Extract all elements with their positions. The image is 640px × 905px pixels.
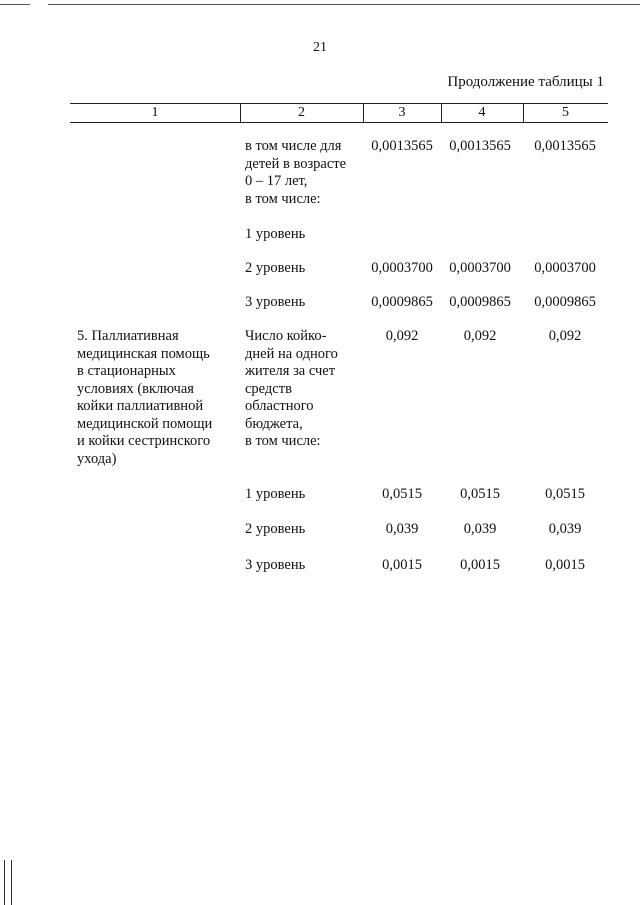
text-line: областного [245,398,314,414]
text-line: ухода) [77,450,117,467]
column-header-3: 3 [398,105,406,120]
column-header-4: 4 [478,105,486,120]
top-edge-rule [48,4,640,5]
indicator-children-text [245,138,363,208]
level-label: 3 уровень [245,557,306,573]
text-line: условиях (включая [77,380,194,397]
text-line: 0 – 17 лет, [245,173,308,189]
text-line: в стационарных [77,363,176,379]
level-label: 3 уровень [245,294,306,310]
value-cell: 0,0015 [382,557,422,573]
value-cell: 0,0015 [545,557,585,573]
text-line: и койки сестринского [77,433,211,449]
value-cell: 0,039 [548,521,582,537]
table-continuation-label: Продолжение таблицы 1 [447,74,604,90]
text-line: медицинской помощи [77,415,213,432]
level-label: 2 уровень [245,260,306,276]
level-label: 1 уровень [245,486,306,502]
indicator-bed-days-text [245,328,363,451]
value-cell: 0,0015 [460,557,500,573]
value-cell: 0,0003700 [534,260,596,276]
value-cell: 0,0515 [382,486,422,502]
text-line: в том числе: [245,433,321,449]
text-line: средств [245,380,292,397]
value-cell: 0,0013565 [534,138,596,154]
value-cell: 0,039 [385,521,419,537]
text-line: бюджета, [245,415,303,432]
text-line: койки паллиативной [77,398,204,414]
value-cell: 0,0515 [460,486,500,502]
value-cell: 0,092 [463,328,497,344]
value-cell: 0,092 [385,328,419,344]
value-cell: 0,0003700 [449,260,511,276]
top-edge-rule [0,4,30,5]
service-name-text [77,328,239,468]
value-cell: 0,0009865 [371,294,433,310]
level-label: 2 уровень [245,521,306,537]
level-label: 1 уровень [245,226,306,242]
value-cell: 0,0013565 [371,138,433,154]
text-line: медицинская помощь [77,345,210,362]
binding-edge-marks [4,860,12,905]
column-header-1: 1 [151,105,159,120]
text-line: дней на одного [245,345,338,362]
value-cell: 0,0009865 [449,294,511,310]
value-cell: 0,092 [548,328,582,344]
value-cell: 0,0009865 [534,294,596,310]
page-number: 21 [313,40,327,55]
text-line: в том числе: [245,190,321,207]
text-line: 5. Паллиативная [77,328,179,344]
value-cell: 0,0003700 [371,260,433,276]
text-line: в том числе для [245,138,342,154]
table-header-row [70,103,608,123]
text-line: Число койко- [245,328,327,344]
text-line: детей в возрасте [245,155,347,172]
text-line: жителя за счет [245,363,336,379]
column-header-2: 2 [298,105,305,120]
value-cell: 0,039 [463,521,497,537]
value-cell: 0,0515 [545,486,585,502]
value-cell: 0,0013565 [449,138,511,154]
column-header-5: 5 [562,105,569,120]
